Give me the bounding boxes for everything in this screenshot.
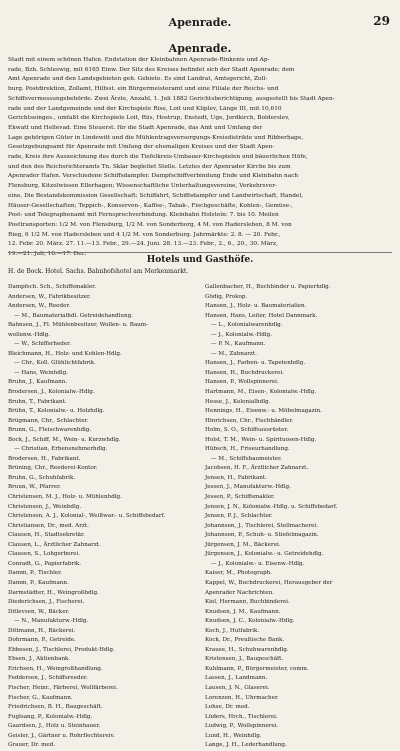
directory-entry: Andersen, W., Reeder. bbox=[8, 303, 71, 310]
directory-entry: Gödig, Prokop. bbox=[205, 293, 248, 300]
section-title: Apenrade. bbox=[168, 42, 232, 55]
intro-line: Flensburg, Kitzelwissen Ellerhagen; Wissenschaftliche Unterhaltungsvereine, Verkehrsver- bbox=[8, 183, 277, 190]
directory-entry: Clausen, L., Ärztlicher Zahnarzt. bbox=[8, 541, 101, 548]
directory-entry: Bruhn, T., Fabrikant. bbox=[8, 398, 67, 405]
directory-entry: Christiansen, Dr., med. Arzt. bbox=[8, 522, 89, 529]
intro-line: eine, Die Bestandskommission Gesellschaft; Schiffahrt, Schiffsdampfer und Landwirtschaft, Handel, bbox=[8, 192, 304, 199]
directory-entry: — Hans, Weinhdlg. bbox=[14, 369, 68, 376]
subsection-title: Hotels und Gasthöfe. bbox=[146, 255, 254, 265]
directory-entry: — M., Baumaterialhdl. Getreidehandlung. bbox=[14, 312, 133, 319]
directory-entry: Kappel, W., Buchdruckerei, Herausgeber der bbox=[205, 579, 333, 586]
directory-column-right bbox=[205, 283, 393, 751]
directory-entry: Dampfsch. Sch., Schiffsmakler. bbox=[8, 284, 97, 290]
directory-entry: Hartmann, M., Eisen-, Kolonialw.-Hdlg. bbox=[205, 389, 317, 396]
directory-entry: Geisler, J., Gärtner u. Rohrflechtereiv. bbox=[8, 732, 115, 739]
directory-entry: Lorenzen, H., Uhrmacher. bbox=[205, 694, 279, 701]
running-head: Apenrade. bbox=[168, 16, 232, 29]
directory-entry: Feddersen, J., Schiffsreeder. bbox=[8, 675, 88, 682]
directory-entry: Bleichmann, H., Holz- und Kohlen-Hdlg. bbox=[8, 350, 122, 357]
intro-line: Apenrader Hafen. Verschiedene Schiffsdampfer. Dampfschiffverbindung Ende und Kleinbahn nach bbox=[8, 173, 299, 180]
directory-entry: Bahnsen, J., Fl. Mühlenbesitzer, Wollen- u. Baum- bbox=[8, 322, 148, 329]
intro-line: Posttransporten: 1/2 M. von Flensburg, 1/2 M. von Sonderborg, 4 M. von Hadersleben, 8 M. von bbox=[8, 221, 292, 228]
intro-line: rade, Kreis ihre Auszeichnung des durch die Tiefelkreis-Umbauer-Kirchspielen und bäuerlichen Höfe, bbox=[8, 154, 308, 161]
directory-entry: Gallenbacher, H., Buchbinder u. Papierhdlg. bbox=[205, 284, 331, 290]
directory-entry: Fischer, Heinr., Färberei, Wollfärberei. bbox=[8, 684, 118, 691]
directory-entry: Friedrichsen, B. H., Baugeschäft. bbox=[8, 704, 103, 711]
directory-entry: Knudsen, J. M., Kaufmann. bbox=[205, 608, 281, 615]
directory-entry: Dohrmann, P., Getreide. bbox=[8, 637, 76, 644]
directory-entry: Christensen, J., Weinbdlg. bbox=[8, 503, 82, 510]
directory-entry: Koch, J., Hutfabrik. bbox=[205, 627, 260, 634]
directory-entry: Apenrader Nachrichten. bbox=[205, 589, 274, 596]
directory-entry: Kristensen, J., Baugeschäft. bbox=[205, 656, 284, 663]
directory-entry: — J., Kolonialw.-Hdlg. bbox=[211, 331, 272, 338]
directory-entry: wollenw.-Hdlg. bbox=[8, 331, 51, 338]
directory-entry: — Christian, Erbensnehmerhdlg. bbox=[14, 446, 108, 453]
directory-entry: Andersen, W., Fabrikbesitzer. bbox=[8, 293, 91, 300]
directory-entry: Ebsen, J., Aktienbank. bbox=[8, 656, 71, 663]
directory-entry: Brunn, G., Fleischwarenhdlg. bbox=[8, 427, 92, 434]
directory-entry: Christensen, M. J., Holz- u. Mühlenhdlg. bbox=[8, 494, 122, 501]
directory-entry: Lausen, J. N., Glaserei. bbox=[205, 684, 270, 691]
directory-entry: Jürgensen, J., Kolonialw.- u. Getreidehdlg. bbox=[205, 551, 324, 558]
directory-entry: Fischer, G., Kaufmann. bbox=[8, 694, 73, 701]
directory-entry: Hinrichsen, Chr., Fischhändler. bbox=[205, 417, 294, 424]
directory-entry: — J., Kolonialw.- u. Eisenw.-Hdlg. bbox=[211, 560, 305, 567]
directory-entry: Brodersen, J., Kolonialw.-Hdlg. bbox=[8, 389, 95, 396]
directory-entry: Clausen, S., Lohgerberei. bbox=[8, 551, 81, 558]
directory-entry: Brüning, Chr., Reederei-Kontor. bbox=[8, 465, 98, 472]
directory-entry: Brodersen, H., Fabrikant. bbox=[8, 455, 81, 462]
directory-entry: Diederichsen, J., Fischerei. bbox=[8, 599, 85, 606]
directory-entry: Hesse, J., Kolonialhdlg. bbox=[205, 398, 271, 405]
directory-entry: Krause, H., Schuhwarenhdlg. bbox=[205, 646, 289, 653]
directory-entry: Jensen, H., Fabrikant. bbox=[205, 474, 267, 481]
directory-entry: Kock, Dr., Preußische Bank. bbox=[205, 637, 285, 644]
directory-entry: Bruhn, J., Kaufmann. bbox=[8, 379, 68, 386]
directory-entry: Dittmann, H., Bäckerei. bbox=[8, 627, 76, 634]
directory-entry: Fuglsang, P., Kolonialw.-Hdlg. bbox=[8, 713, 93, 720]
page-number: 29 bbox=[373, 14, 390, 28]
directory-entry: — N., Manufakturw.-Hdlg. bbox=[14, 618, 89, 625]
intro-line: Post- und Telegraphenamt mit Fernsprechverbindung. Kleinbahn Holstein: 7. bis 10. Meilen bbox=[8, 212, 279, 219]
directory-entry: Bruun, W., Pfarrer. bbox=[8, 484, 61, 491]
directory-entry: Damm, P., Kaufmann. bbox=[8, 579, 69, 586]
directory-entry: — Chr., Koll. Glühlichtfabrik. bbox=[14, 360, 96, 367]
intro-paragraph bbox=[8, 56, 392, 260]
intro-line: rade und der Landgemeinde und der Kirchspiele Rise, Loit und Kliplev, Länge III, mit 10,610 bbox=[8, 105, 282, 112]
directory-entry: Brühn, T., Kolonialw.- u. Holzhdlg. bbox=[8, 408, 105, 415]
directory-entry: Holm, S. O., Schiffsausrüster. bbox=[205, 427, 289, 434]
directory-entry: Hennings, H., Eisenw.- u. Möbelmagazin. bbox=[205, 408, 322, 415]
directory-entry: Holst, T. M., Wein- u. Spirituosen-Hdlg. bbox=[205, 436, 317, 443]
directory-entry: Conradt, G., Papierfabrik. bbox=[8, 560, 82, 567]
directory-entry: Erichsen, H., Weingroßhandlung. bbox=[8, 665, 103, 672]
hotels-line: H. de Bock. Hotel. Sachs. Bahnhofshotel am Merkenmarkt. bbox=[8, 268, 189, 275]
intro-line: Häuser-Gesellschaften; Teppich-, Konserven-, Kaffee-, Tabak-, Fischgeschäfte, Kohlen-, Gemüse-, bbox=[8, 202, 293, 209]
directory-entry: Lund, H., Weinhdlg. bbox=[205, 732, 262, 739]
directory-entry: Hansen, H., Buchdruckerei. bbox=[205, 369, 285, 376]
intro-line: 12. Febr. 20. März. 27. 11.—13. Febr., 29.—24. Juni. 28. 13.—23. Febr., 2., 6., 20., 30. März, bbox=[8, 241, 278, 248]
directory-entry: Gaardsen, J., Holz u. Steinhauer. bbox=[8, 723, 101, 730]
directory-entry: — L., Kolonialwarenhdlg. bbox=[211, 322, 283, 329]
directory-entry: Clausen, H., Stadtsekretär. bbox=[8, 532, 85, 539]
directory-entry: Hübsch, H., Friseurhandlung. bbox=[205, 446, 290, 453]
directory-entry: Lassen, J., Landmann. bbox=[205, 675, 268, 682]
directory-entry: Jürgensen, J. M., Bäckerei. bbox=[205, 541, 281, 548]
directory-entry: Kiel, Hermann, Buchbinderei. bbox=[205, 599, 290, 606]
directory-entry: — W., Schiffsrheder. bbox=[14, 341, 71, 348]
directory-entry: Jensen, P. J., Schlachter. bbox=[205, 513, 273, 520]
page-header bbox=[0, 0, 400, 40]
directory-entry: — M., Schiffsbaumeister. bbox=[211, 455, 282, 462]
directory-entry: Johannsen, P., Schuh- u. Stiefelmagazin. bbox=[205, 532, 319, 539]
directory-column-left bbox=[8, 283, 196, 751]
section-rule bbox=[8, 252, 392, 253]
directory-entry: Bruhn, G., Schuhfabrik. bbox=[8, 474, 76, 481]
intro-line: burg. Postdirektion, Zollamt, Hilfsst. ein Bürgermeisteramt und eine Filiale der Reichs- und bbox=[8, 86, 279, 93]
directory-entry: Ditlevsen, W., Bäcker. bbox=[8, 608, 70, 615]
directory-entry: Brügmann, Chr., Schlachter. bbox=[8, 417, 89, 424]
directory-entry: Darmstädter, H., Weingroßhdlg. bbox=[8, 589, 99, 596]
intro-line: Lage gehörigen Güter in Lindewitt und die Mühlentragsversorgungs-Kreisdistrikte und Ribberhage, bbox=[8, 134, 304, 141]
directory-entry: Kaiser, M., Photograph. bbox=[205, 570, 273, 577]
intro-line: Schiffsvermessungsbehörde. Zwei Ärzte, Anzahl, 1. Juli 1882 Gerichtsberichtigung, ausgestellt bis Stadt Apen- bbox=[8, 95, 335, 102]
directory-entry: Hansen, J., Farben- u. Tapetenhdlg. bbox=[205, 360, 306, 367]
directory-entry: Lange, J. H., Lederhandlung. bbox=[205, 742, 287, 749]
directory-entry: Kuhlmann, P., Bürgermeister, comm. bbox=[205, 665, 309, 672]
intro-line: Ekwatt und Hellevad. Eine Steuerst. für die Stadt Apenrade, das Amt und Umfang der bbox=[8, 124, 263, 131]
intro-line: rade, Bzh. Schleswig, mit 6165 Einw. Der Sitz des Kreises befindet sich der Stadt Apenrade; dem bbox=[8, 66, 295, 73]
directory-entry: Knudsen, J. C., Kolonialw.-Hdlg. bbox=[205, 618, 295, 625]
directory-entry: Ludwig, P., Wollspinnerei. bbox=[205, 723, 279, 730]
directory-entry: Lohse, Dr. med. bbox=[205, 704, 250, 711]
intro-line: Gerichtseinges., umfaßt die Kirchspiele Loit, Riis, Hostrup, Enstedt, Uge, Jordkirch, Bolderslev, bbox=[8, 115, 290, 122]
directory-entry: Hansen, P., Wollspinnerei. bbox=[205, 379, 279, 386]
directory-entry: Lüders, Hrch., Tischlerei. bbox=[205, 713, 278, 720]
directory-entry: Christensen, A. J., Kolonial-, Weißwar.- u. Schiffsbedarf. bbox=[8, 513, 166, 520]
directory-entry: Jessen, J., Manufakturw.-Hdlg. bbox=[205, 484, 291, 491]
directory-entry: Grauer, Dr. med. bbox=[8, 742, 56, 749]
directory-entry: Bock, J., Schiff, M., Wein- u. Kurzwhdlg. bbox=[8, 436, 121, 443]
directory-entry: Damm, P., Tischler. bbox=[8, 570, 63, 577]
intro-line: 19.—21. Juli, 16.—17. Dec. bbox=[8, 251, 87, 258]
directory-entry: Jessen, P., Schiffsmakler. bbox=[205, 494, 275, 501]
intro-line: und den des Reichsrichteramts Tn. Sklar begleitet Stelle. Letztes der Apenrader Kirche bis zum bbox=[8, 163, 291, 170]
intro-line: Gesetzgebungsamt für Apenrade mit Umfang der ehemaligen Kreises und der Stadt Apen- bbox=[8, 144, 275, 151]
directory-entry: Hansen, Hans, Leiter, Hotel Dannmark. bbox=[205, 312, 318, 319]
directory-entry: — M., Zahnarzt. bbox=[211, 350, 257, 357]
directory-entry: Jensen, J. N., Kolonialw.-Hdlg. u. Schiffsbedarf. bbox=[205, 503, 338, 510]
directory-entry: Jacobsen, H. F., Ärztlicher Zahnarzt. bbox=[205, 465, 309, 472]
intro-line: Amt Apenrade und den Landsgebieten geh. Gebiete. Es sind Landrat, Amtsgericht, Zoll- bbox=[8, 76, 268, 83]
directory-entry: — P. N., Kaufmann. bbox=[211, 341, 266, 348]
intro-line: Rieg, 6 1/2 M. von Hadersleben und 4 1/2 M. von Sonderburg. Jahrmärkte: 2. 8. — 20. Febr., bbox=[8, 231, 281, 238]
directory-entry: Ebbesen, J., Tischlerei, Produkt-Hdlg. bbox=[8, 646, 115, 653]
directory-entry: Hansen, J., Holz- u. Baumaterialien. bbox=[205, 303, 307, 310]
intro-line: Stadt mit einem schönen Hafen. Endstation der Kleinbahnen Apenrade-Rinkenis und Ap- bbox=[8, 57, 270, 63]
directory-entry: Johannsen, J., Tischlerei, Stellmacherei. bbox=[205, 522, 318, 529]
